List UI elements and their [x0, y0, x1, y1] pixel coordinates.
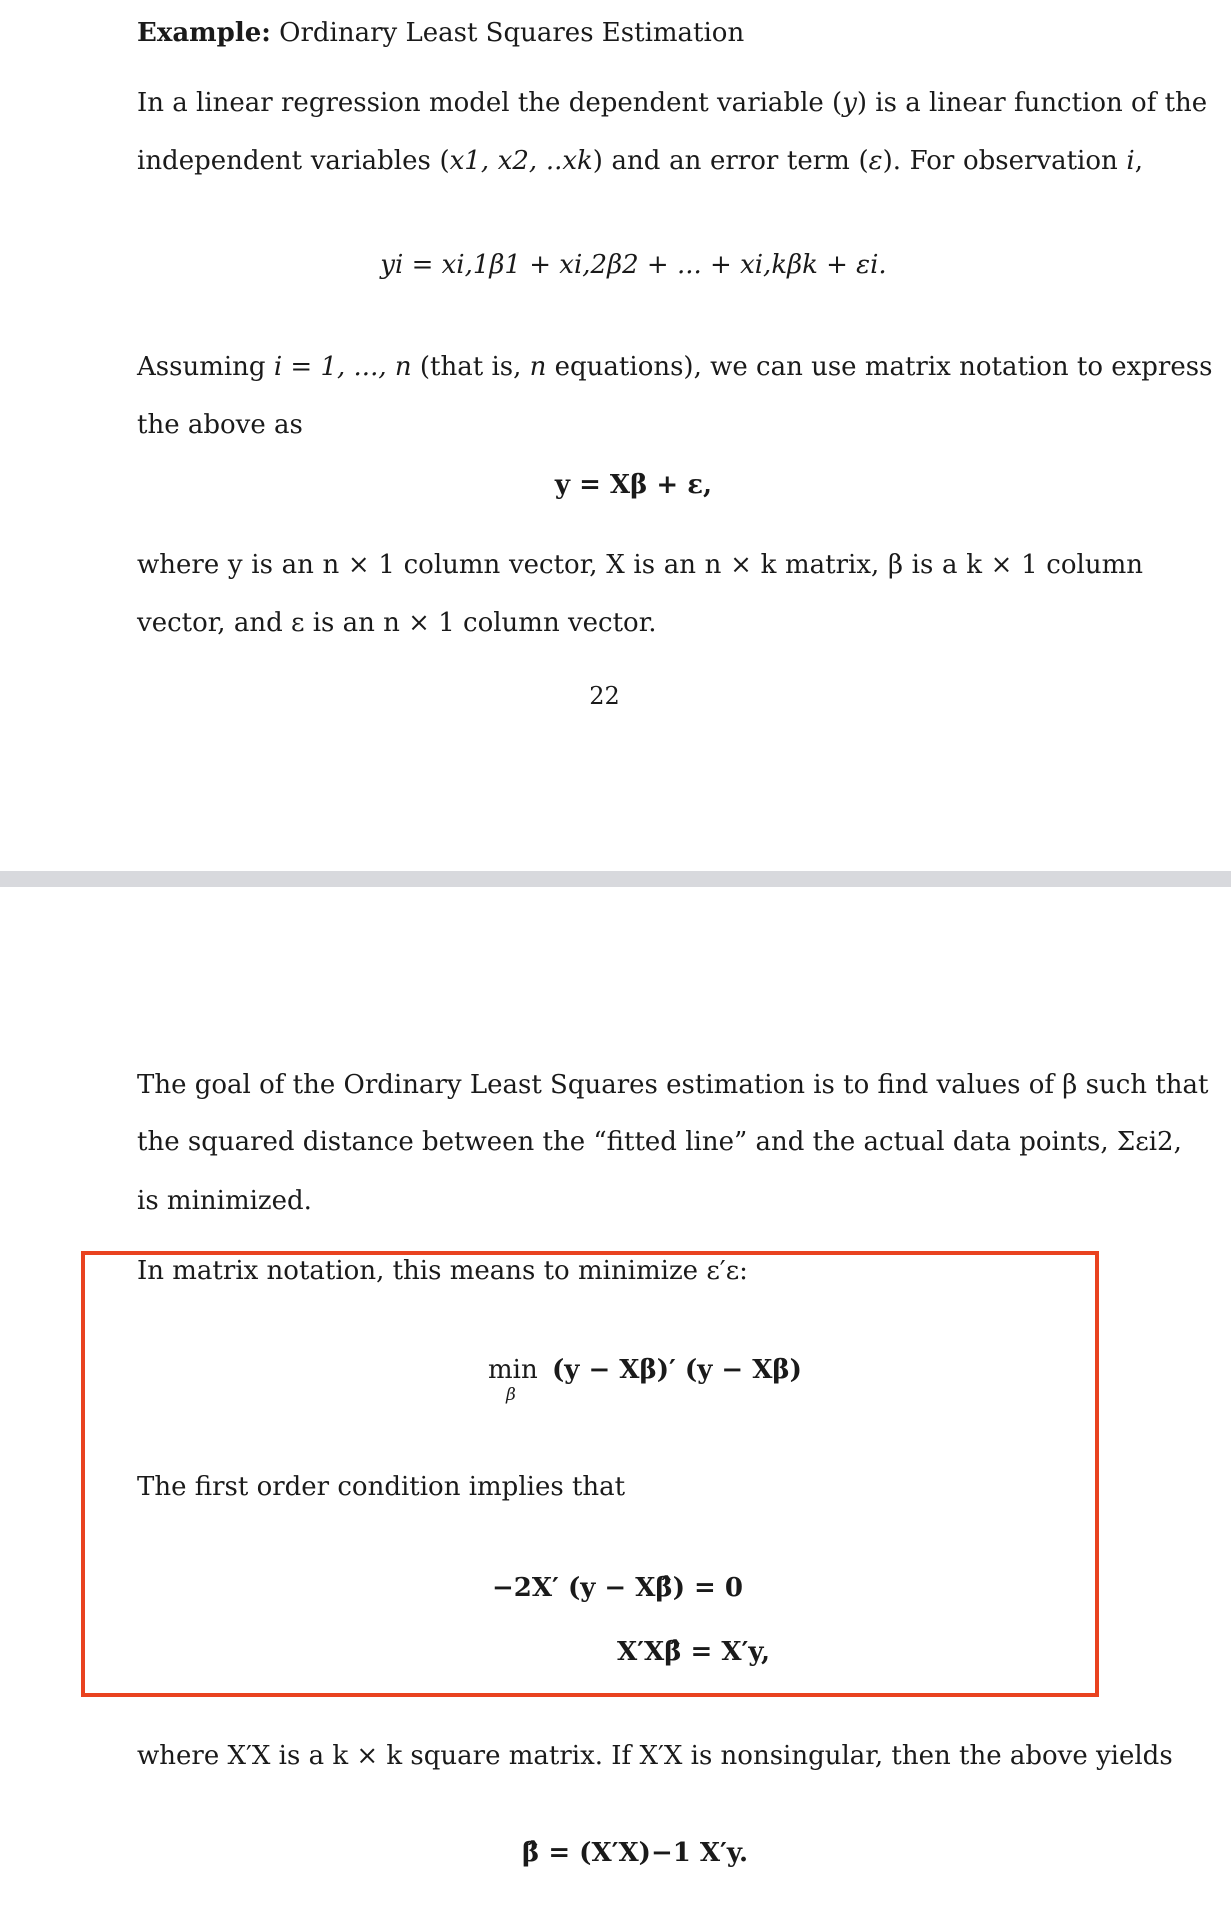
- paragraph-goal-line3: is minimized.: [137, 1186, 312, 1216]
- min-operator: min: [488, 1355, 538, 1385]
- example-heading: [137, 18, 744, 48]
- example-label: Example:: [137, 18, 271, 48]
- paragraph-intro-line2: independent variables (x1, x2, ..xk) and an error term (ε). For observation i,: [137, 146, 1143, 176]
- page-number: 22: [589, 682, 620, 710]
- equation-matrix-form: y = Xβ + ε,: [554, 470, 713, 500]
- equation-regression: yi = xi,1β1 + xi,2β2 + ... + xi,kβk + εi.: [380, 250, 887, 280]
- equation-foc-2: X′Xβ̂ = X′y,: [617, 1637, 771, 1667]
- paragraph-nonsingular: where X′X is a k × k square matrix. If X′X is nonsingular, then the above yields: [137, 1741, 1173, 1771]
- paragraph-goal-line2: the squared distance between the “fitted line” and the actual data points, Σεi2,: [137, 1127, 1182, 1157]
- paragraph-first-order: The first order condition implies that: [137, 1472, 626, 1502]
- paragraph-intro-line1: In a linear regression model the dependent variable (y) is a linear function of the: [137, 88, 1208, 118]
- equation-foc-1: −2X′ (y − Xβ̂) = 0: [492, 1573, 743, 1603]
- paragraph-goal-line1: The goal of the Ordinary Least Squares estimation is to find values of β such that: [137, 1070, 1209, 1100]
- paragraph-assuming-line2: the above as: [137, 410, 303, 440]
- example-title: Ordinary Least Squares Estimation: [279, 18, 745, 48]
- page-separator: [0, 871, 1231, 887]
- paragraph-assuming-line1: Assuming i = 1, ..., n (that is, n equations), we can use matrix notation to express: [137, 352, 1213, 382]
- paragraph-where-line1: where y is an n × 1 column vector, X is an n × k matrix, β is a k × 1 column: [137, 550, 1143, 580]
- paragraph-where-line2: vector, and ε is an n × 1 column vector.: [137, 608, 657, 638]
- min-subscript: β: [506, 1385, 516, 1405]
- pdf-page-22: [0, 0, 1231, 871]
- equation-beta-hat: β̂ = (X′X)−1 X′y.: [522, 1838, 749, 1868]
- equation-minimize: [488, 1355, 802, 1385]
- min-objective: (y − Xβ)′ (y − Xβ): [551, 1355, 802, 1385]
- paragraph-matrix-notation: In matrix notation, this means to minimize ε′ε:: [137, 1256, 748, 1286]
